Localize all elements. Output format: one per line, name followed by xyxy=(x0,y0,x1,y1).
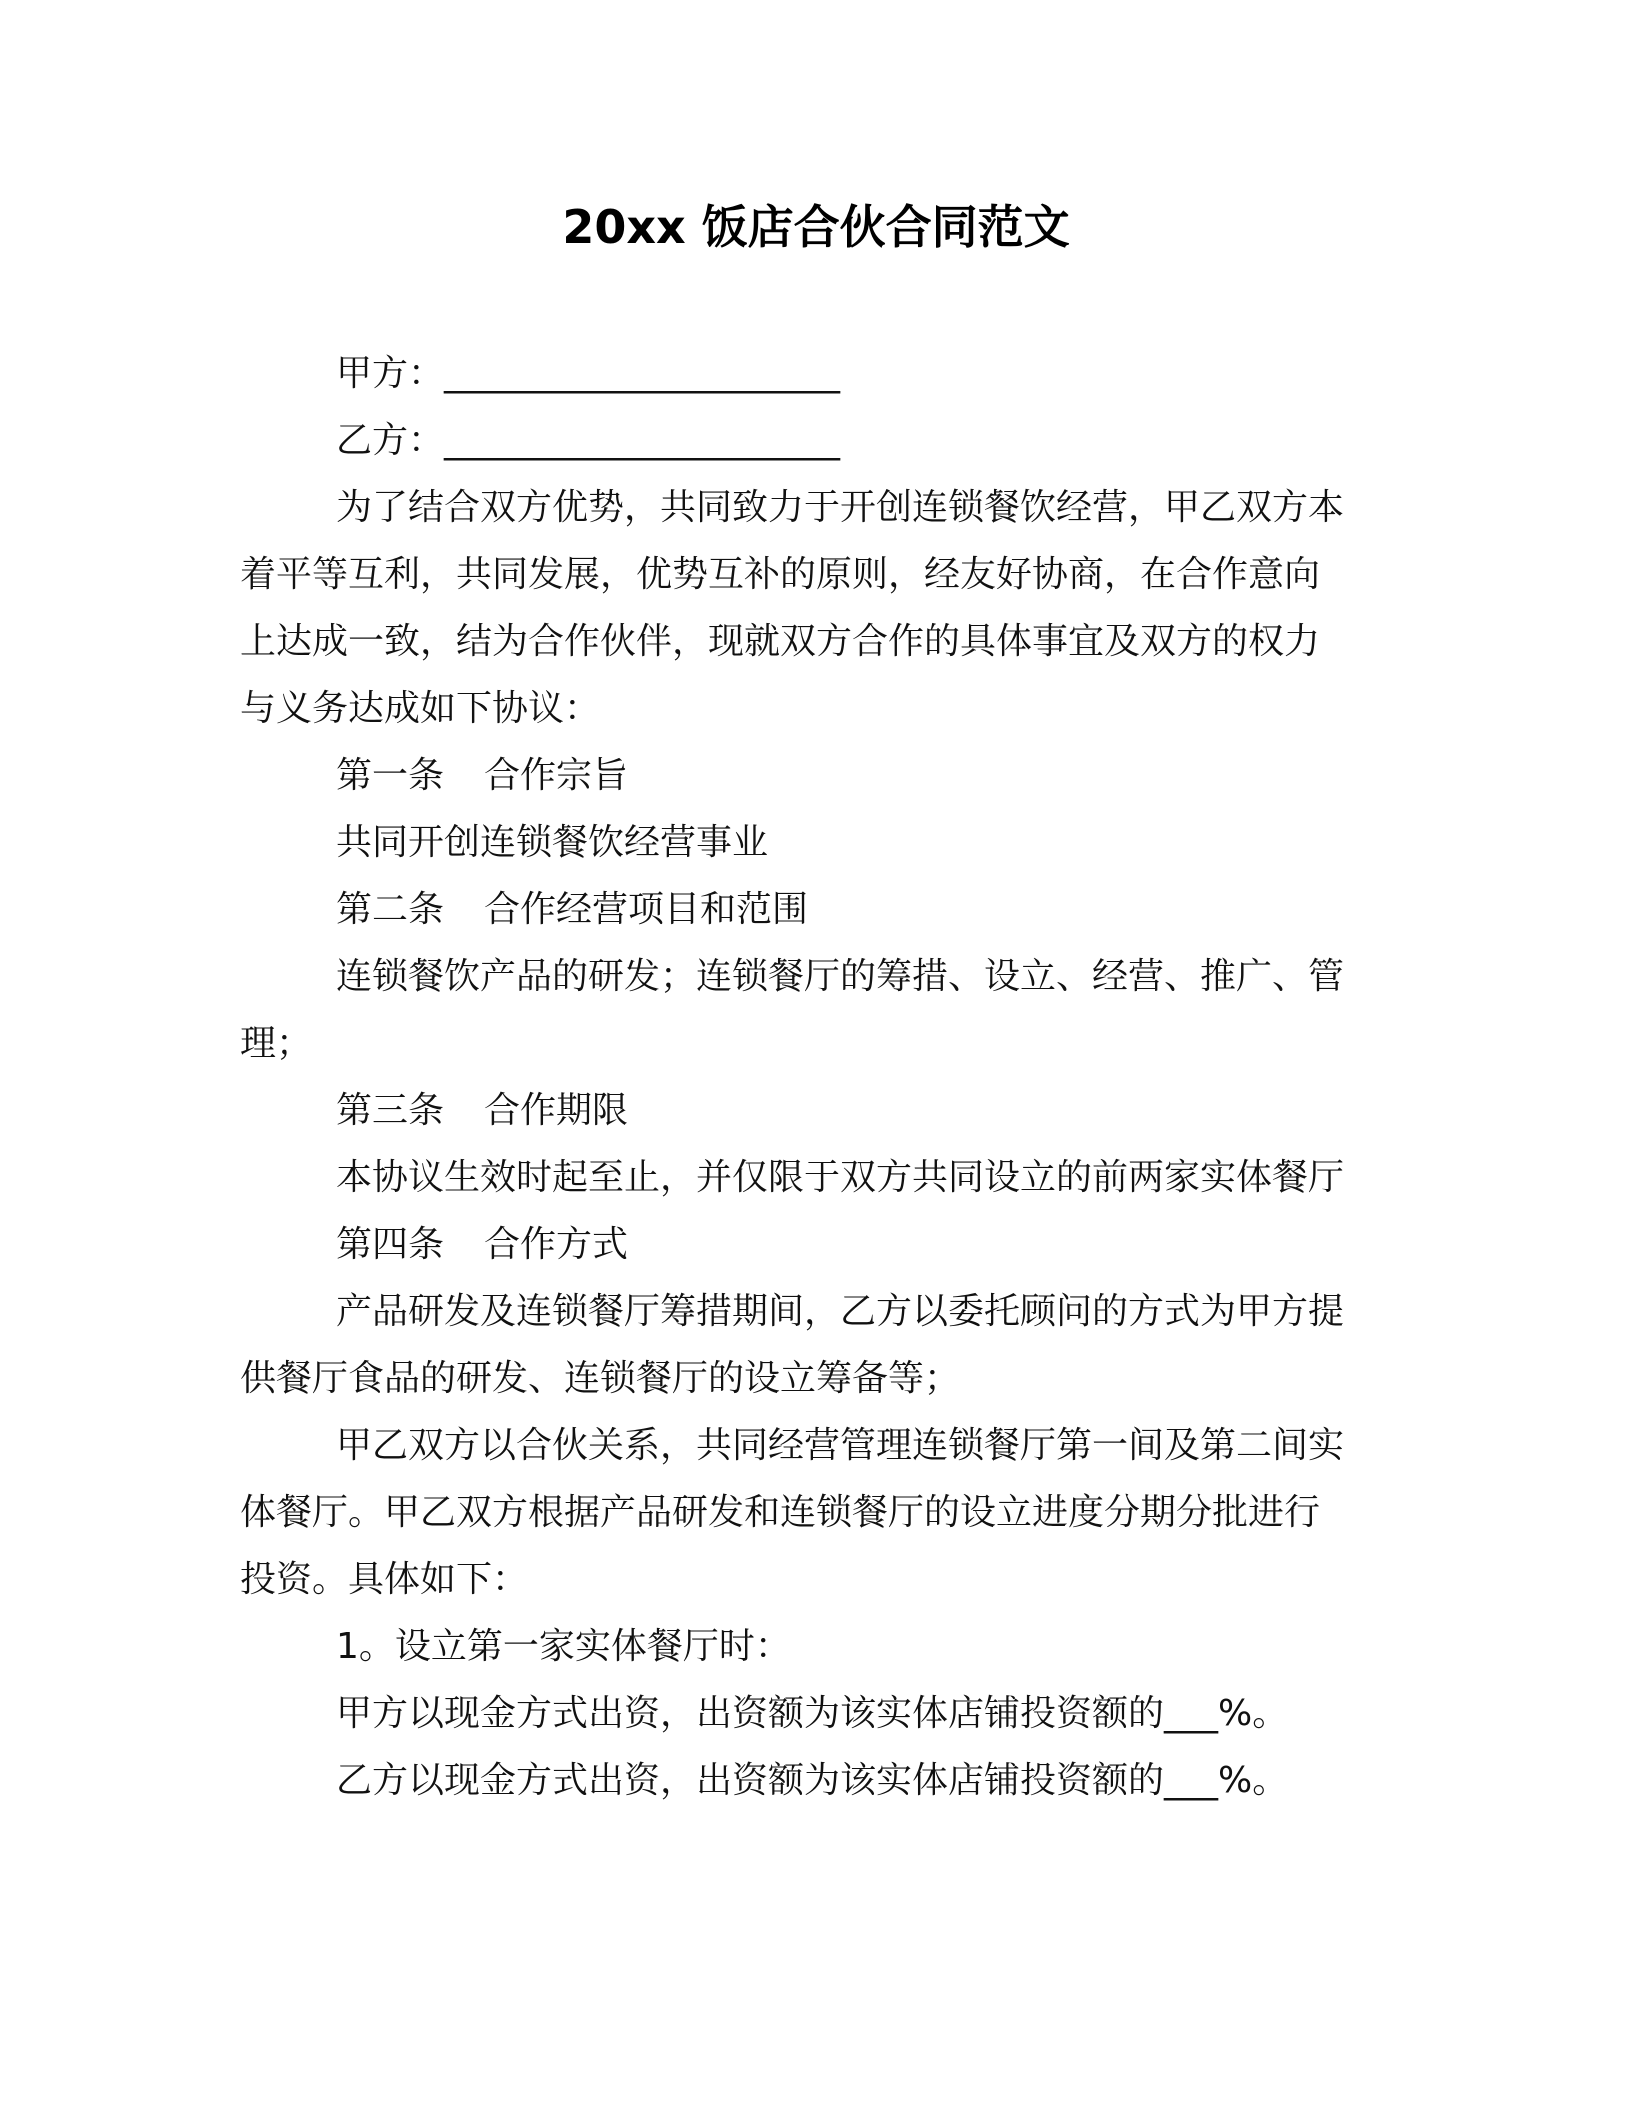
article-2-title: 合作经营项目和范围 xyxy=(484,889,809,930)
article-1-number: 第一条 xyxy=(336,755,445,796)
party-a-investment-line: 甲方以现金方式出资，出资额为该实体店铺投资额的___%。 xyxy=(336,1693,1289,1734)
party-a-line: 甲方：______________________ xyxy=(336,353,841,394)
article-1-heading xyxy=(240,742,1390,809)
preamble-line-3: 上达成一致，结为合作伙伴，现就双方合作的具体事宜及双方的权力 xyxy=(240,621,1321,662)
article-4-number: 第四条 xyxy=(336,1224,445,1265)
article-4-title: 合作方式 xyxy=(484,1224,629,1265)
article-4-para-2-line-1: 甲乙双方以合伙关系，共同经营管理连锁餐厅第一间及第二间实 xyxy=(336,1425,1345,1466)
article-4-para-2-line-2: 体餐厅。甲乙双方根据产品研发和连锁餐厅的设立进度分期分批进行 xyxy=(240,1492,1321,1533)
article-2-heading xyxy=(240,876,1390,943)
article-4-para-1-line-1: 产品研发及连锁餐厅筹措期间，乙方以委托顾问的方式为甲方提 xyxy=(336,1291,1345,1332)
article-4-heading xyxy=(240,1211,1390,1278)
document-body xyxy=(240,340,1390,1814)
party-b-investment-line: 乙方以现金方式出资，出资额为该实体店铺投资额的___%。 xyxy=(336,1760,1289,1801)
party-b-line: 乙方：______________________ xyxy=(336,420,841,461)
preamble-line-1: 为了结合双方优势，共同致力于开创连锁餐饮经营，甲乙双方本 xyxy=(336,487,1345,528)
article-2-text-line-1: 连锁餐饮产品的研发；连锁餐厅的筹措、设立、经营、推广、管 xyxy=(336,956,1345,997)
article-1-title: 合作宗旨 xyxy=(484,755,629,796)
article-2-number: 第二条 xyxy=(336,889,445,930)
preamble-line-4: 与义务达成如下协议： xyxy=(240,688,601,729)
article-3-text: 本协议生效时起至止，并仅限于双方共同设立的前两家实体餐厅 xyxy=(336,1157,1345,1198)
article-4-para-2-line-3: 投资。具体如下： xyxy=(240,1559,529,1600)
article-2-text-line-2: 理； xyxy=(240,1023,313,1064)
article-4-item-1: 1。设立第一家实体餐厅时： xyxy=(336,1626,791,1667)
preamble-line-2: 着平等互利，共同发展，优势互补的原则，经友好协商，在合作意向 xyxy=(240,554,1321,595)
document-title: 20xx 饭店合伙合同范文 xyxy=(562,200,1070,254)
article-4-para-1-line-2: 供餐厅食品的研发、连锁餐厅的设立筹备等； xyxy=(240,1358,961,1399)
article-3-heading xyxy=(240,1077,1390,1144)
article-1-text: 共同开创连锁餐饮经营事业 xyxy=(336,822,769,863)
article-3-number: 第三条 xyxy=(336,1090,445,1131)
article-3-title: 合作期限 xyxy=(484,1090,629,1131)
